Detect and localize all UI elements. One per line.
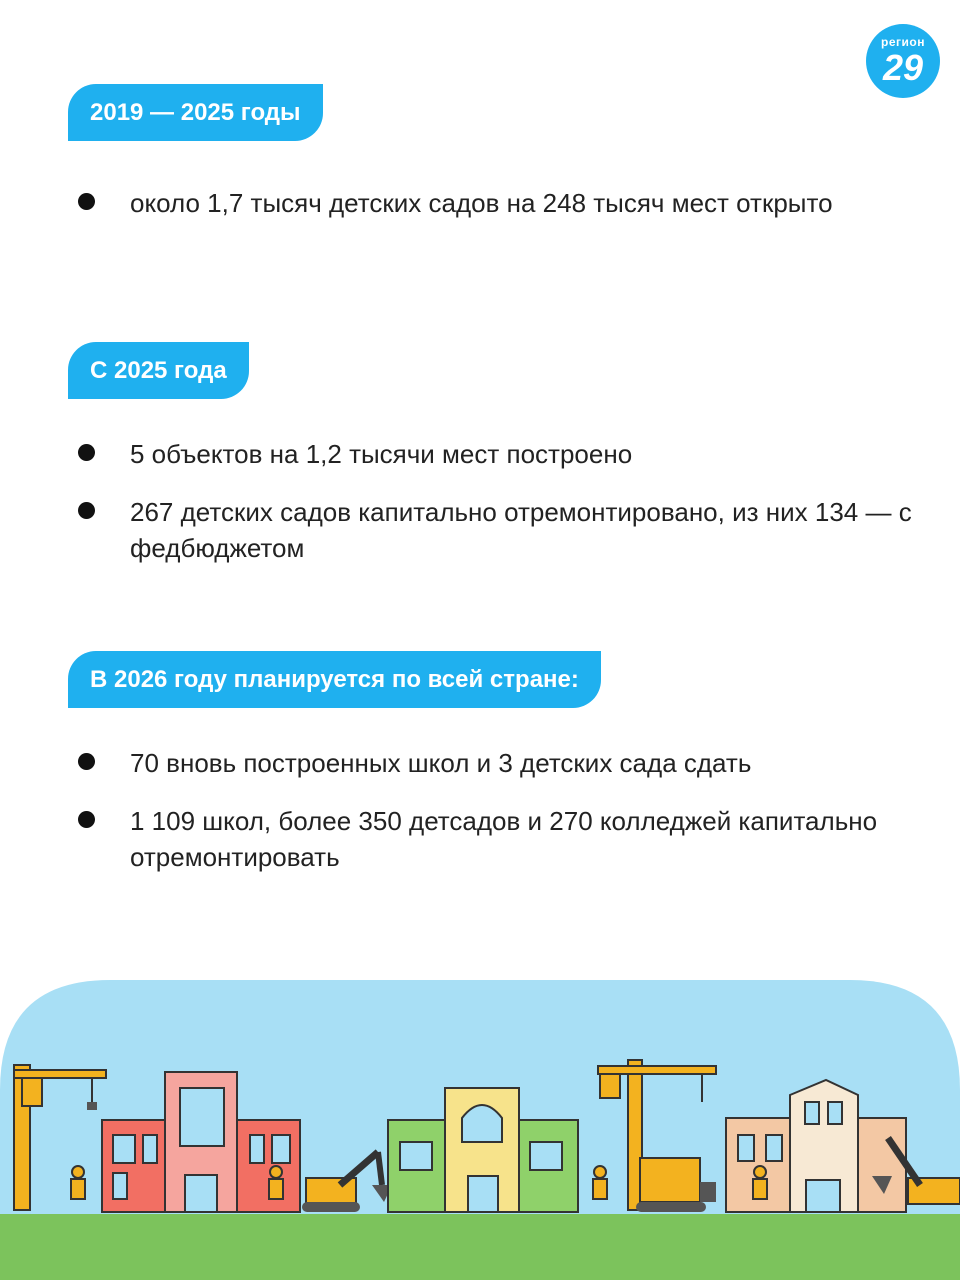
list-item — [78, 436, 918, 472]
bullet-icon — [78, 193, 95, 210]
section-heading-2026: В 2026 году планируется по всей стране: — [68, 651, 601, 708]
bullet-icon — [78, 753, 95, 770]
section-heading-2025: С 2025 года — [68, 342, 249, 399]
list-item-text: 267 детских садов капитально отремонтировано, из них 134 — с федбюджетом — [130, 497, 912, 563]
list-item — [78, 745, 918, 781]
region29-logo — [866, 24, 940, 98]
list-item — [78, 494, 918, 566]
list-item-text: 70 вновь построенных школ и 3 детских сада сдать — [130, 748, 752, 778]
bullet-icon — [78, 502, 95, 519]
logo-caption: регион — [881, 35, 925, 49]
bullet-icon — [78, 444, 95, 461]
section-heading-2019-2025: 2019 — 2025 годы — [68, 84, 323, 141]
list-item — [78, 803, 918, 875]
construction-illustration — [0, 980, 960, 1280]
list-item-text: около 1,7 тысяч детских садов на 248 тысяч мест открыто — [130, 188, 833, 218]
list-item-text: 1 109 школ, более 350 детсадов и 270 колледжей капитально отремонтировать — [130, 806, 878, 872]
logo-number: 29 — [882, 47, 924, 88]
list-item — [78, 185, 918, 221]
list-item-text: 5 объектов на 1,2 тысячи мест построено — [130, 439, 633, 469]
bullet-icon — [78, 811, 95, 828]
